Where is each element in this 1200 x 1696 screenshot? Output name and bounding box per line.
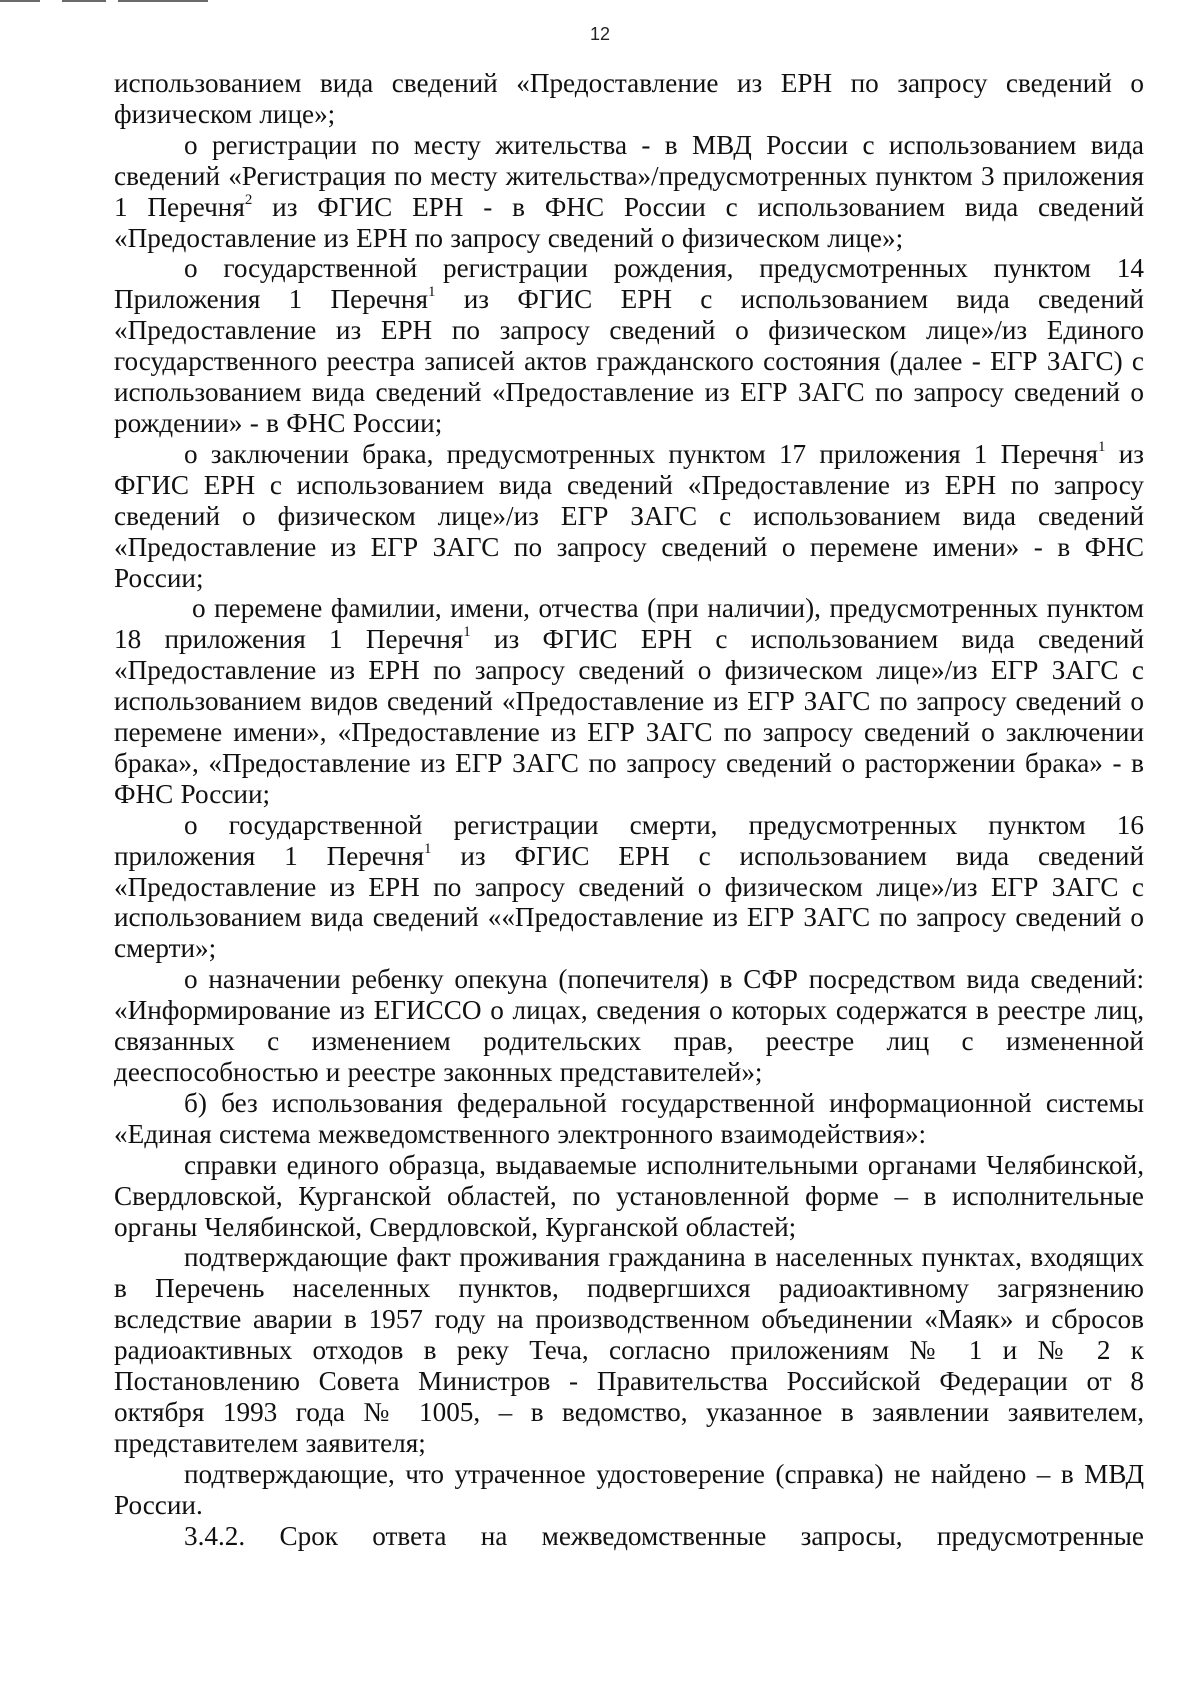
- paragraph: [114, 1521, 1144, 1552]
- paragraph-text: использованием вида сведений «Предоставление из ЕРН по запросу сведений о физическом лице»;: [114, 68, 1144, 129]
- scan-edge-marks: [0, 0, 230, 3]
- paragraph: [114, 68, 1144, 130]
- paragraph: [114, 439, 1144, 594]
- paragraph-text: из ФГИС ЕРН - в ФНС России с использованием вида сведений «Предоставление из ЕРН по запросу сведений о физическом лице»;: [114, 191, 1144, 253]
- paragraph-text: о назначении ребенку опекуна (попечителя) в СФР посредством вида сведений: «Информирование из ЕГИССО о лицах, сведения о которых содержатся в реестре лиц, связанных с изменением родительских прав, реестре лиц с измененной дееспособностью и реестре законных представителей»;: [114, 964, 1144, 1087]
- footnote-marker: 1: [424, 840, 432, 857]
- paragraph: [114, 810, 1144, 965]
- paragraph-text: о государственной регистрации рождения, предусмотренных пунктом 14 Приложения 1 Перечня: [114, 253, 1144, 315]
- paragraph: [114, 964, 1144, 1088]
- paragraph-text: о заключении брака, предусмотренных пунктом 17 приложения 1 Перечня: [184, 438, 1099, 469]
- paragraph: [114, 253, 1144, 438]
- paragraph-text: из ФГИС ЕРН с использованием вида сведений «Предоставление из ЕРН по запросу сведений о физическом лице»/из Единого государственного реестра записей актов гражданского состояния (далее - ЕГР ЗАГС) с использованием вида сведений «Предоставление из ЕГР ЗАГС по запросу сведений о рождении» - в ФНС России;: [114, 284, 1144, 438]
- paragraph: [114, 1459, 1144, 1521]
- footnote-marker: 1: [1098, 438, 1106, 455]
- paragraph-text: справки единого образца, выдаваемые исполнительными органами Челябинской, Свердловской, Курганской областей, по установленной форме – в исполнительные органы Челябинской, Свердловской, Курганской областей;: [114, 1149, 1144, 1242]
- footnote-marker: 1: [427, 284, 436, 301]
- paragraph: [114, 130, 1144, 254]
- paragraph-text: 3.4.2. Срок ответа на межведомственные запросы, предусмотренные: [184, 1520, 1144, 1551]
- paragraph: [114, 1242, 1144, 1458]
- paragraph-text: о перемене фамилии, имени, отчества (при наличии), предусмотренных пунктом 18 приложения 1 Перечня: [114, 593, 1144, 655]
- paragraph-text: о государственной регистрации смерти, предусмотренных пунктом 16 приложения 1 Перечня: [114, 809, 1144, 871]
- footnote-marker: 1: [463, 624, 471, 641]
- paragraph-text: из ФГИС ЕРН с использованием вида сведений «Предоставление из ЕРН по запросу сведений о физическом лице»/из ЕГР ЗАГС с использованием вида сведений «Предоставление из ЕГР ЗАГС по запросу сведений о перемене имени» - в ФНС России;: [114, 438, 1144, 593]
- paragraph-text: подтверждающие, что утраченное удостоверение (справка) не найдено – в МВД России.: [114, 1458, 1144, 1520]
- paragraph-text: из ФГИС ЕРН с использованием вида сведений «Предоставление из ЕРН по запросу сведений о физическом лице»/из ЕГР ЗАГС с использованием вида сведений ««Предоставление из ЕГР ЗАГС по запросу сведений о смерти»;: [114, 840, 1144, 964]
- paragraph-text: из ФГИС ЕРН с использованием вида сведений «Предоставление из ЕРН по запросу сведений о физическом лице»/из ЕГР ЗАГС с использованием видов сведений «Предоставление из ЕГР ЗАГС по запросу сведений о перемене имени», «Предоставление из ЕГР ЗАГС по запросу сведений о заключении брака», «Предоставление из ЕГР ЗАГС по запросу сведений о расторжении брака» - в ФНС России;: [114, 624, 1145, 809]
- paragraph-text: б) без использования федеральной государственной информационной системы «Единая система межведомственного электронного взаимодействия»:: [114, 1087, 1144, 1149]
- document-body: [114, 68, 1144, 1552]
- footnote-marker: 2: [244, 191, 253, 208]
- page-number: 12: [589, 24, 611, 44]
- paragraph: [114, 1150, 1144, 1243]
- paragraph-text: подтверждающие факт проживания гражданина в населенных пунктах, входящих в Перечень населенных пунктов, подвергшихся радиоактивному загрязнению вследствие аварии в 1957 году на производственном объединении «Маяк» и сбросов радиоактивных отходов в реку Теча, согласно приложениям № 1 и № 2 к Постановлению Совета Министров - Правительства Российской Федерации от 8 октября 1993 года № 1005, – в ведомство, указанное в заявлении заявителем, представителем заявителя;: [114, 1242, 1144, 1458]
- paragraph: [114, 593, 1144, 809]
- paragraph-text: о регистрации по месту жительства - в МВД России с использованием вида сведений «Регистрация по месту жительства»/предусмотренных пунктом 3 приложения 1 Перечня: [114, 129, 1144, 222]
- paragraph: [114, 1088, 1144, 1150]
